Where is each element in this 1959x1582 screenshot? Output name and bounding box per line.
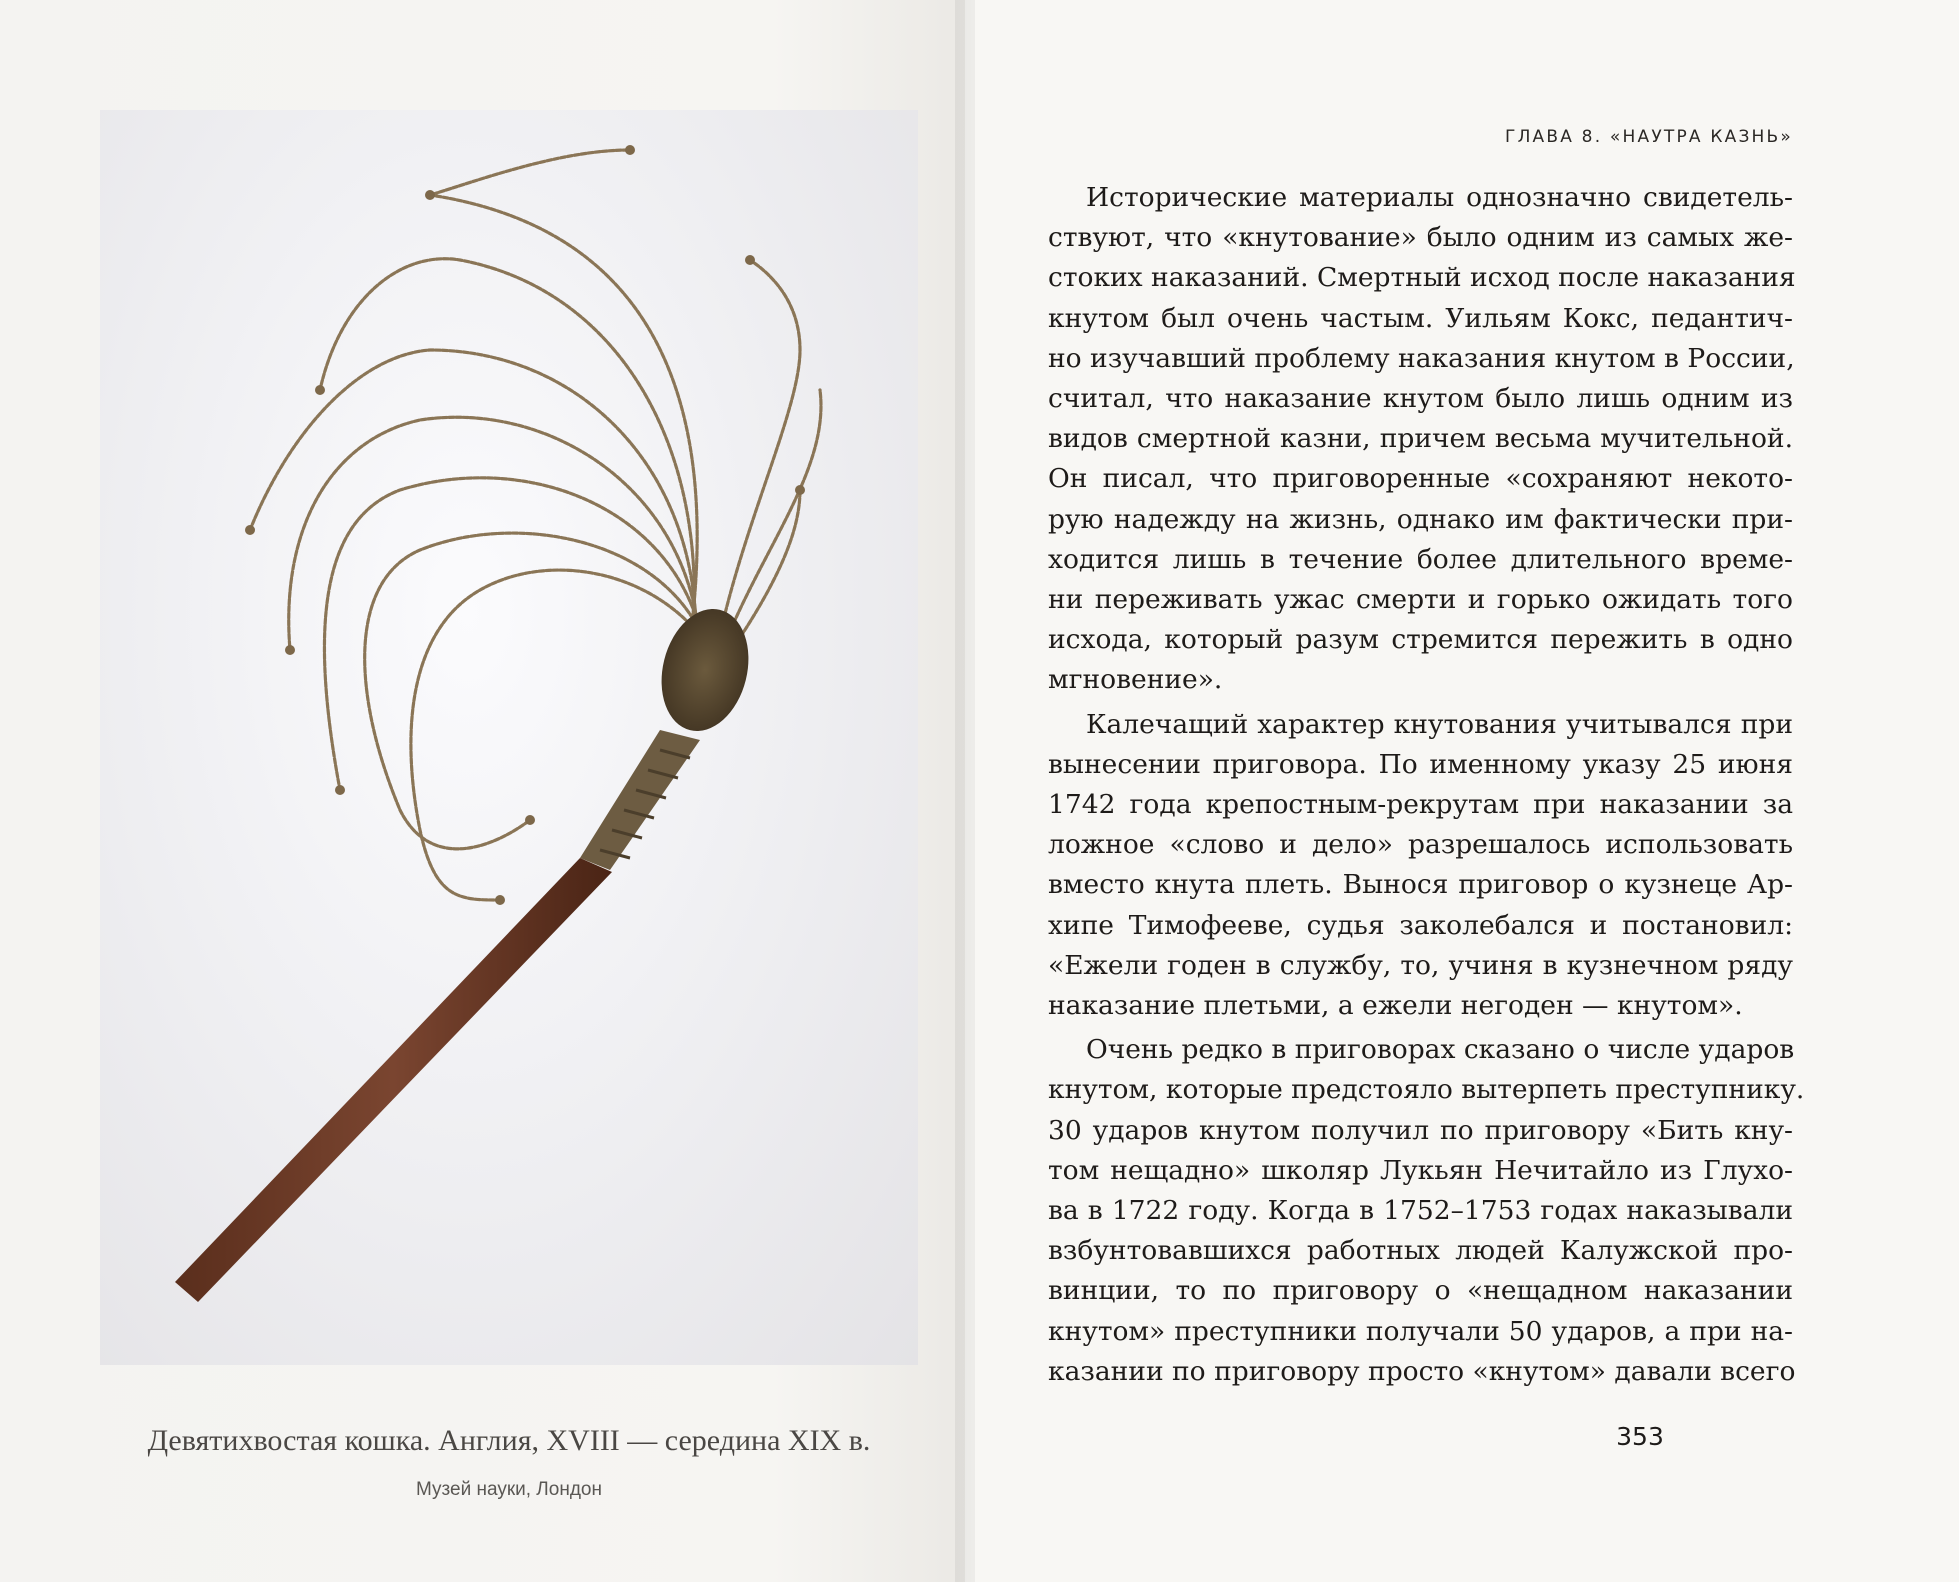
text-line: видов смертной казни, причем весьма мучительной.	[1048, 423, 1793, 455]
text-line: хипе Тимофееве, судья заколебался и постановил:	[1048, 909, 1793, 941]
text-line: рую надежду на жизнь, однако им фактически при-	[1048, 503, 1793, 535]
text-line: ложное «слово и дело» разрешалось использовать	[1048, 829, 1793, 861]
text-line: кнутом, которые предстояло вытерпеть преступнику.	[1048, 1074, 1805, 1106]
text-line: том нещадно» школяр Лукьян Нечитайло из Глухо-	[1048, 1154, 1793, 1186]
text-line: ходится лишь в течение более длительного време-	[1048, 543, 1793, 575]
figure-caption-source: Музей науки, Лондон	[415, 1479, 602, 1500]
text-line: взбунтовавшихся работных людей Калужской про-	[1048, 1235, 1793, 1267]
text-line: вместо кнута плеть. Вынося приговор о кузнеце Ар-	[1048, 869, 1793, 901]
text-line: казании по приговору просто «кнутом» давали всего	[1048, 1355, 1796, 1387]
whip-illustration	[100, 110, 918, 1365]
paragraph	[1048, 705, 1793, 1027]
text-line: Очень редко в приговорах сказано о числе ударов	[1086, 1034, 1795, 1066]
text-line: ва в 1722 году. Когда в 1752–1753 годах наказывали	[1048, 1195, 1793, 1227]
text-line: считал, что наказание кнутом было лишь одним из	[1048, 383, 1793, 415]
text-line: винции, то по приговору о «нещадном наказании	[1048, 1275, 1793, 1307]
text-line: кнутом» преступники получали 50 ударов, а при на-	[1048, 1315, 1793, 1347]
text-line: 30 ударов кнутом получил по приговору «Бить кну-	[1048, 1114, 1793, 1146]
text-line: Калечащий характер кнутования учитывался при	[1086, 708, 1793, 740]
text-line: 1742 года крепостным-рекрутам при наказании за	[1048, 789, 1793, 821]
text-line: мгновение».	[1048, 664, 1223, 696]
cat-o-nine-tails-photo	[100, 110, 918, 1365]
text-line: исхода, который разум стремится пережить в одно	[1048, 624, 1793, 656]
text-line: ствуют, что «кнутование» было одним из самых же-	[1048, 222, 1793, 254]
text-line: стоких наказаний. Смертный исход после наказания	[1048, 262, 1796, 294]
text-line: ни переживать ужас смерти и горько ожидать того	[1048, 584, 1793, 616]
paragraph	[1048, 1030, 1805, 1392]
text-line: вынесении приговора. По именному указу 25 июня	[1048, 748, 1793, 780]
page-number: 353	[1616, 1422, 1664, 1451]
text-line: Исторические материалы однозначно свидетель-	[1086, 182, 1793, 213]
running-head: ГЛАВА 8. «НАУТРА КАЗНЬ»	[1505, 127, 1793, 147]
paragraph	[1048, 178, 1796, 701]
text-line: Он писал, что приговоренные «сохраняют некото-	[1048, 463, 1793, 495]
figure-caption-title: Девятихвостая кошка. Англия, XVIII — середина XIX в.	[147, 1424, 871, 1457]
body-text	[1048, 178, 1805, 1392]
text-line: «Ежели годен в службу, то, учиня в кузнечном ряду	[1048, 949, 1793, 981]
text-line: кнутом был очень частым. Уильям Кокс, педантич-	[1048, 302, 1793, 334]
text-line: наказание плетьми, а ежели негоден — кнутом».	[1048, 990, 1743, 1022]
text-line: но изучавший проблему наказания кнутом в России,	[1048, 342, 1795, 374]
left-page	[0, 0, 965, 1582]
